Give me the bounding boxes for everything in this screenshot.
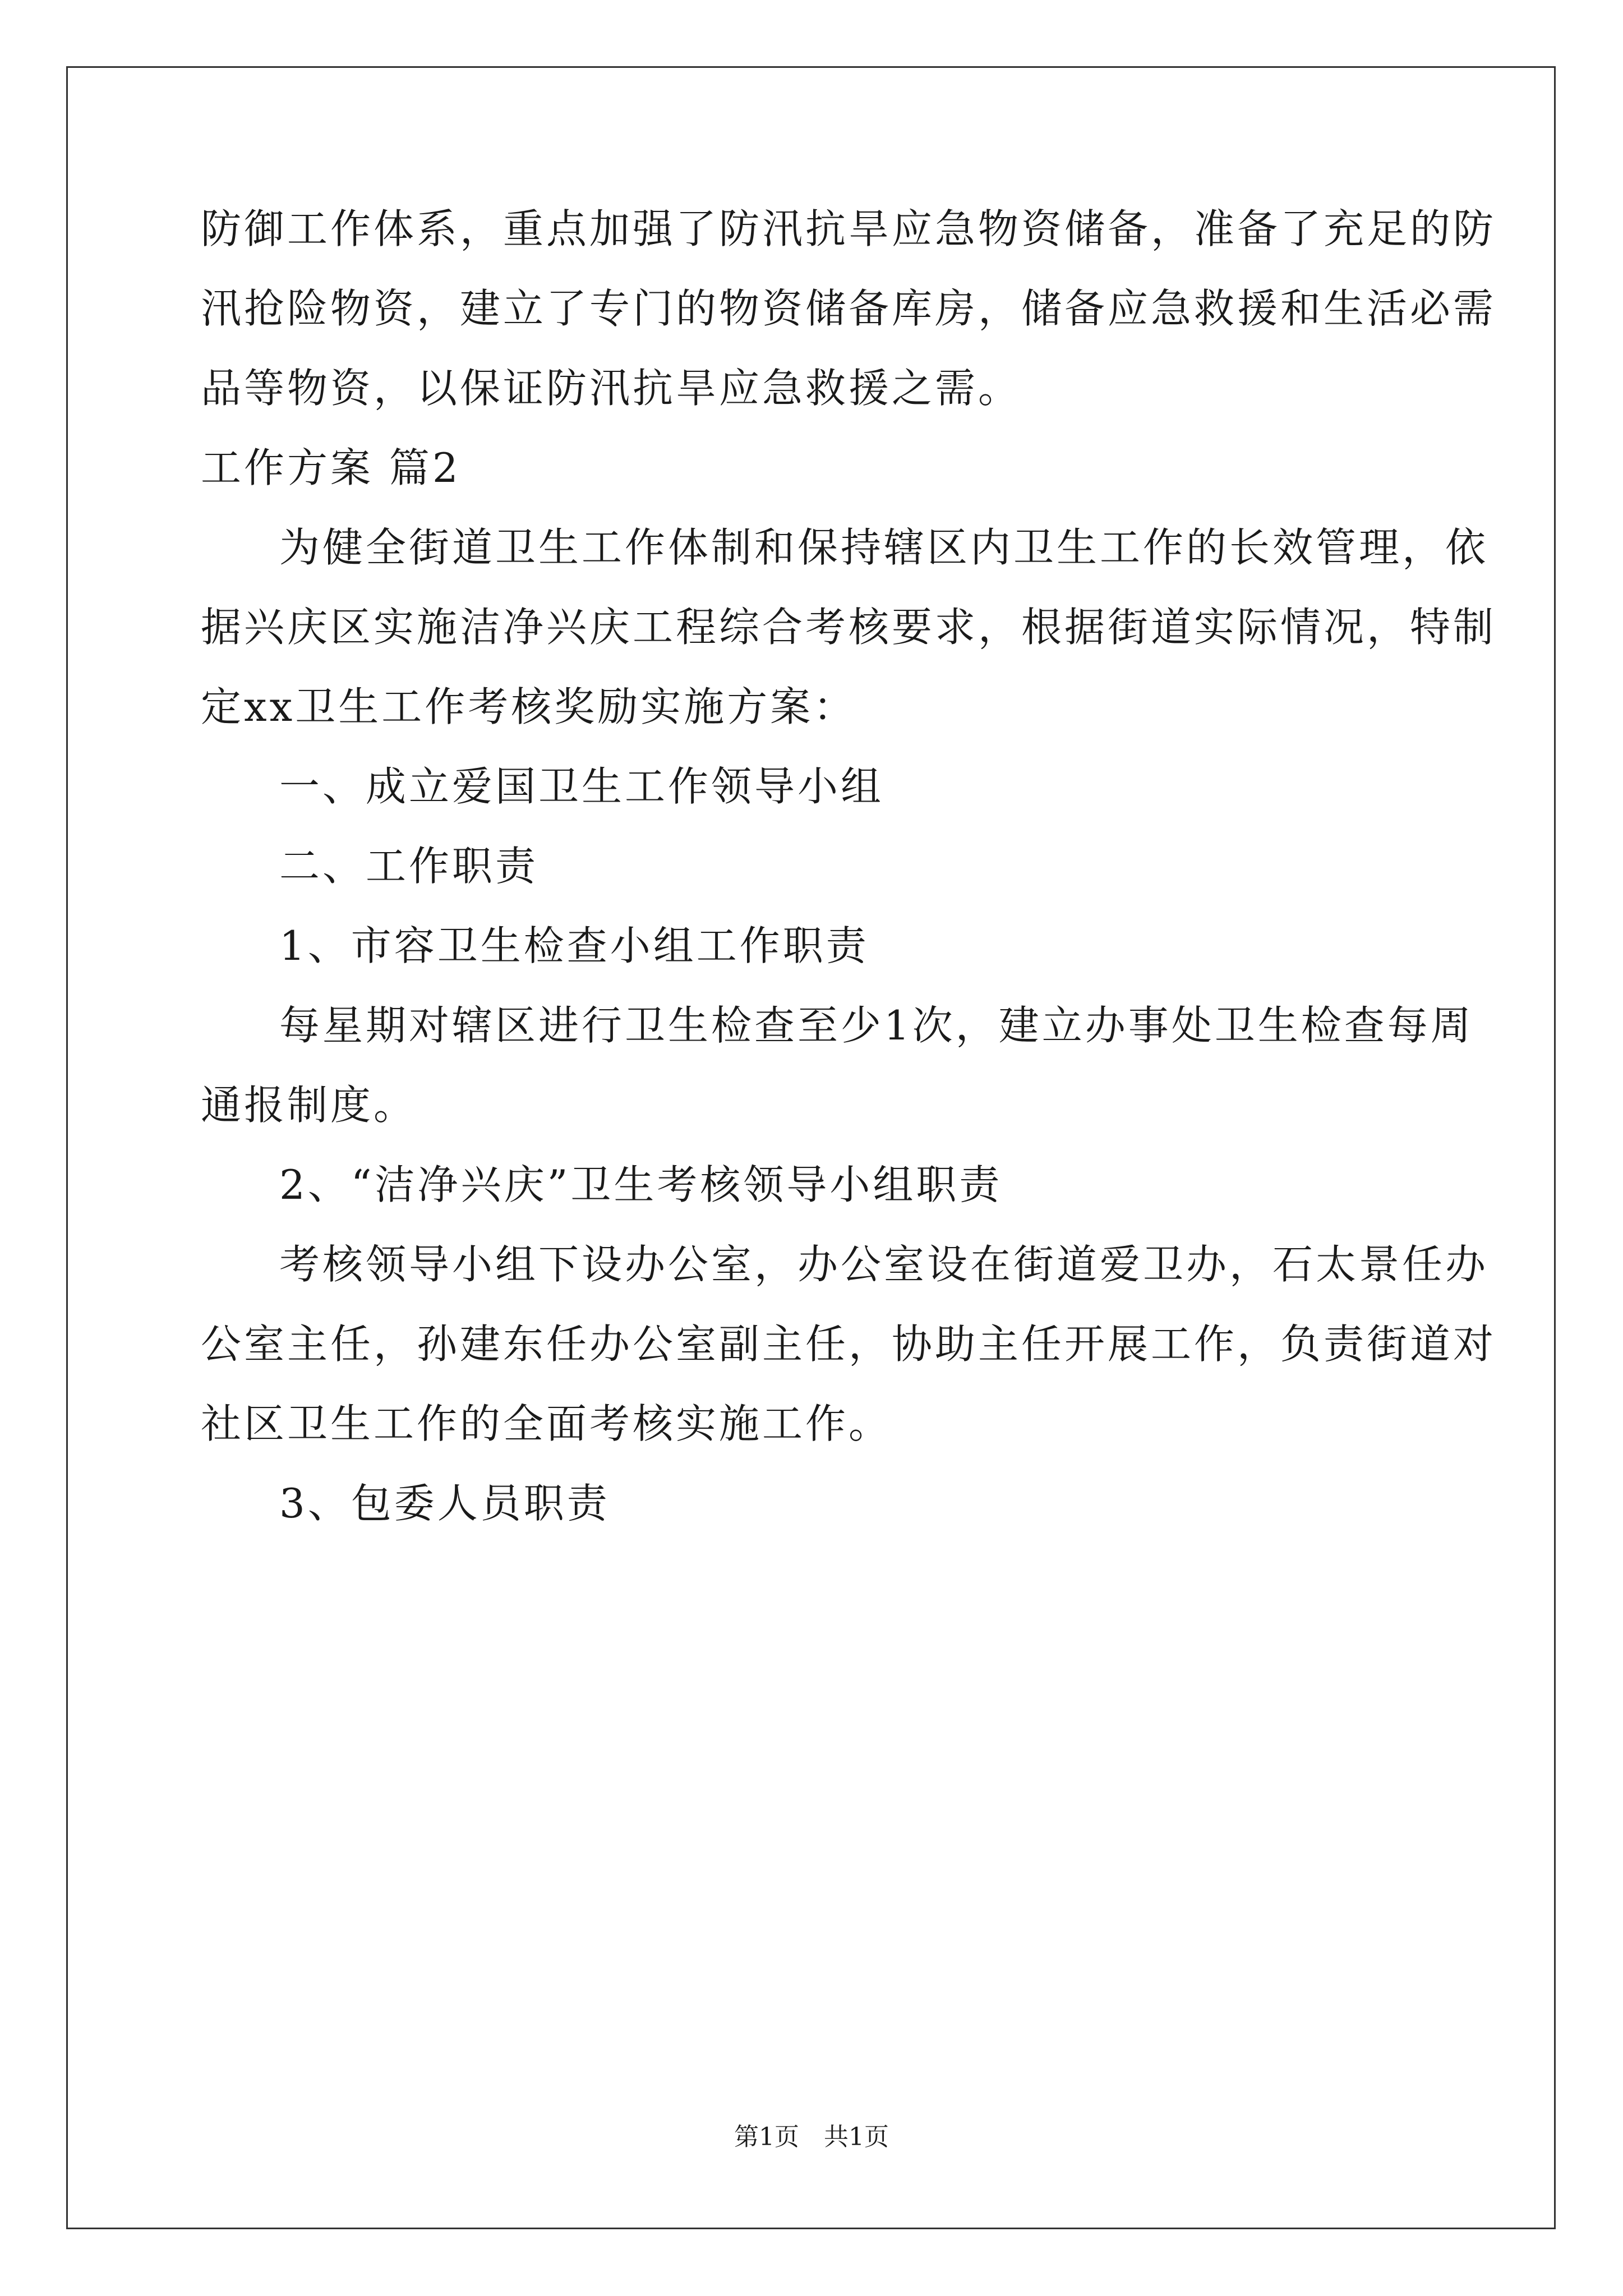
paragraph-line: 品等物资，以保证防汛抗旱应急救援之需。 <box>201 365 1022 412</box>
list-heading: 3、包委人员职责 <box>279 1480 610 1527</box>
list-heading: 二、工作职责 <box>279 843 539 890</box>
paragraph-line: 定xx卫生工作考核奖励实施方案： <box>201 683 857 730</box>
list-heading: 1、市容卫生检查小组工作职责 <box>279 922 869 969</box>
page-number-footer: 第1页 共1页 <box>734 2123 889 2151</box>
paragraph-line: 防御工作体系，重点加强了防汛抗旱应急物资储备，准备了充足的防 <box>201 205 1497 252</box>
paragraph-line: 为健全街道卫生工作体制和保持辖区内卫生工作的长效管理，依 <box>279 524 1489 571</box>
paragraph-line: 公室主任，孙建东任办公室副主任，协助主任开展工作，负责街道对 <box>201 1320 1497 1368</box>
section-heading: 工作方案 篇2 <box>201 444 461 491</box>
list-heading: 一、成立爱国卫生工作领导小组 <box>279 763 884 810</box>
paragraph-line: 汛抢险物资，建立了专门的物资储备库房，储备应急救援和生活必需 <box>201 285 1497 332</box>
list-heading: 2、“洁净兴庆”卫生考核领导小组职责 <box>279 1161 1003 1208</box>
paragraph-line: 据兴庆区实施洁净兴庆工程综合考核要求，根据街道实际情况，特制 <box>201 604 1497 651</box>
paragraph-line: 每星期对辖区进行卫生检查至少1次，建立办事处卫生检查每周 <box>279 1002 1474 1049</box>
paragraph-line: 社区卫生工作的全面考核实施工作。 <box>201 1400 892 1447</box>
paragraph-line: 考核领导小组下设办公室，办公室设在街道爱卫办，石太景任办 <box>279 1241 1489 1288</box>
paragraph-line: 通报制度。 <box>201 1082 417 1129</box>
